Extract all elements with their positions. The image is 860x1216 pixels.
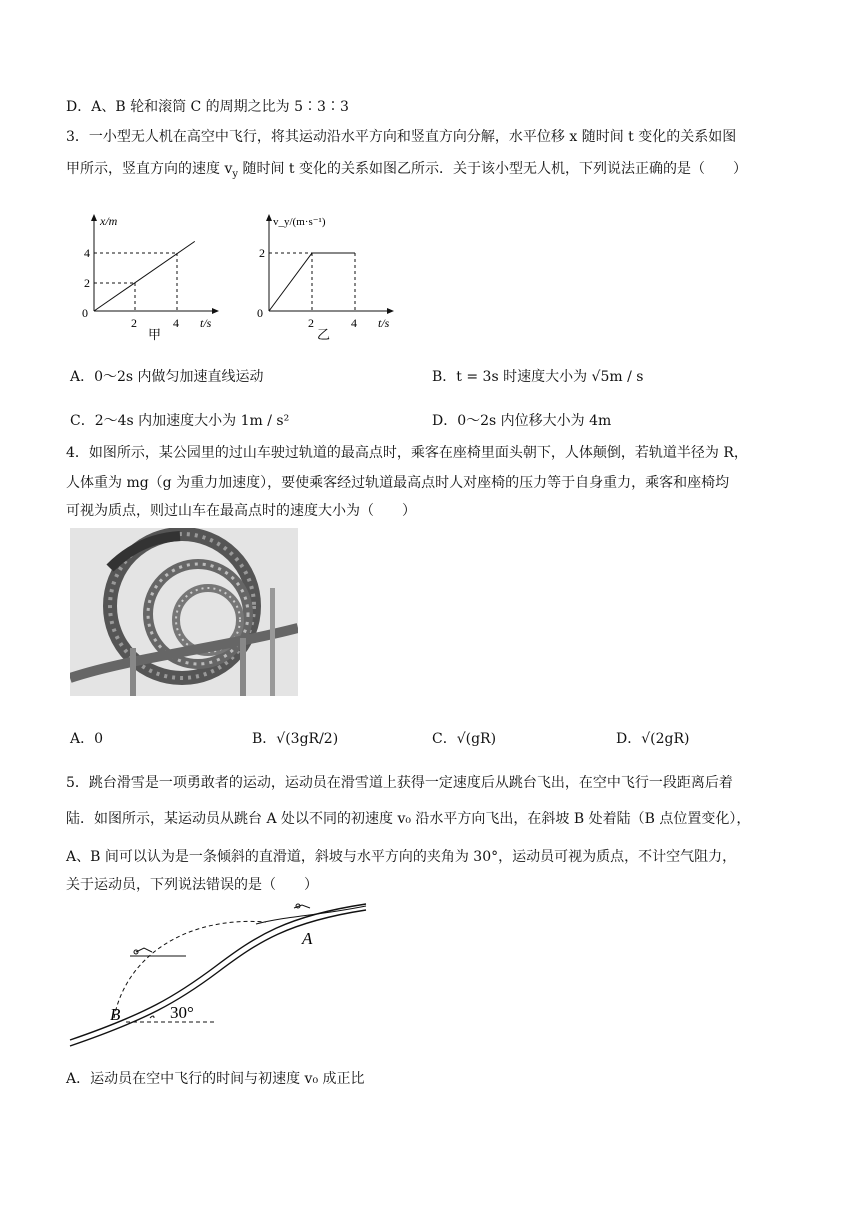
q3-yi-xtick-4: 4 <box>351 316 357 330</box>
q4-stem-line2: 人体重为 mg（g 为重力加速度），要使乘客经过轨道最高点时人对座椅的压力等于自身重力，乘客和座椅均 <box>66 475 730 491</box>
q5-stem-line1: 5．跳台滑雪是一项勇敢者的运动，运动员在滑雪道上获得一定速度后从跳台飞出，在空中飞行一段距离后着 <box>66 775 733 791</box>
q3-jia-xtick-2: 2 <box>131 316 137 330</box>
ski-jump-diagram <box>66 896 376 1052</box>
q5-option-a: A．运动员在空中飞行的时间与初速度 v₀ 成正比 <box>66 1071 365 1087</box>
ski-label-a: A <box>302 929 313 948</box>
q3-stem-line1: 3．一小型无人机在高空中飞行，将其运动沿水平方向和竖直方向分解，水平位移 x 随时间 t 变化的关系如图 <box>66 129 737 145</box>
q3-option-a: A．0～2s 内做匀加速直线运动 <box>70 369 264 385</box>
q3-jia-ytick-4: 4 <box>84 246 90 260</box>
q3-jia-origin: 0 <box>82 306 88 320</box>
q3-jia-xtick-4: 4 <box>173 316 179 330</box>
q3-graph-yi <box>245 205 405 345</box>
q5-stem-line2: 陆．如图所示，某运动员从跳台 A 处以不同的初速度 v₀ 沿水平方向飞出，在斜坡 B 处着陆（B 点位置变化）， <box>66 811 751 827</box>
q4-option-b: B．√(3gR/2) <box>252 731 339 747</box>
q3-jia-ylabel: x/m <box>100 214 118 228</box>
q3-yi-ytick-2: 2 <box>259 246 265 260</box>
q5-stem-line3: A、B 间可以认为是一条倾斜的直滑道，斜坡与水平方向的夹角为 30°，运动员可视为质点，不计空气阻力， <box>66 849 737 865</box>
q3-jia-caption: 甲 <box>148 327 162 342</box>
q3-yi-ylabel: v_y/(m·s⁻¹) <box>273 216 326 228</box>
q5-stem-line4: 关于运动员，下列说法错误的是（ ） <box>66 877 318 893</box>
q3-yi-caption: 乙 <box>317 327 331 342</box>
q3-stem-line2: 甲所示，竖直方向的速度 $v_y$ 随时间 t 变化的关系如图乙所示．关于该小型无人机，下列说法正确的是（ ） <box>66 161 747 180</box>
q3-jia-xlabel: t/s <box>200 316 212 330</box>
q3-jia-series-line <box>94 241 195 311</box>
q4-option-d: D．√(2gR) <box>616 731 690 747</box>
q3-option-b: B．t = 3s 时速度大小为 √5m / s <box>432 369 644 385</box>
q3-graph-jia <box>70 205 230 345</box>
q3-vy-subscript: y <box>232 168 239 180</box>
q3-option-c: C．2～4s 内加速度大小为 1m / s² <box>70 413 290 429</box>
q4-stem-line3: 可视为质点，则过山车在最高点时的速度大小为（ ） <box>66 503 416 519</box>
q4-option-a: A．0 <box>70 731 104 747</box>
roller-coaster-photo <box>70 528 298 696</box>
q3-yi-xtick-2: 2 <box>308 316 314 330</box>
q3-option-d: D．0～2s 内位移大小为 4m <box>432 413 612 429</box>
q3-jia-ytick-2: 2 <box>84 276 90 290</box>
q4-stem-line1: 4．如图所示，某公园里的过山车驶过轨道的最高点时，乘客在座椅里面头朝下，人体颠倒，若轨道半径为 R， <box>66 445 748 461</box>
ski-angle-label: 30° <box>170 1003 194 1022</box>
q3-yi-xlabel: t/s <box>378 316 390 330</box>
q4-option-c: C．√(gR) <box>432 731 497 747</box>
q3-yi-origin: 0 <box>257 306 263 320</box>
ski-label-b: B <box>110 1005 121 1024</box>
q2-option-d: D．A、B 轮和滚筒 C 的周期之比为 5∶3∶3 <box>66 99 349 115</box>
